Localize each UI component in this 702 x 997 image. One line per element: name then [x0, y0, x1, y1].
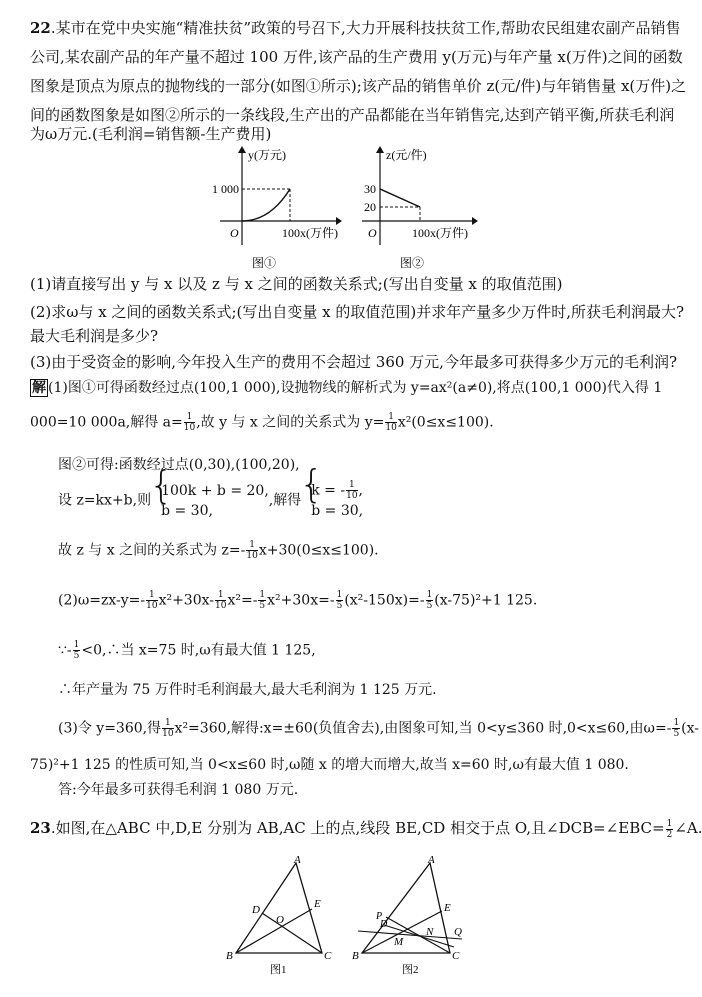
- solution-line-conclusion: ∴年产量为 75 万件时毛利润最大,最大毛利润为 1 125 万元.: [58, 682, 437, 698]
- svg-text:D: D: [380, 919, 388, 930]
- svg-text:E: E: [314, 898, 321, 910]
- svg-text:M: M: [394, 936, 404, 948]
- svg-text:C: C: [452, 950, 460, 962]
- svg-text:D: D: [252, 904, 260, 916]
- solution-answer: 答:今年最多可获得毛利润 1 080 万元.: [58, 782, 299, 798]
- fig2-caption: 图②: [400, 256, 425, 270]
- fig1-xlabel: x(万件): [300, 226, 338, 240]
- q22-part-3: (3)由于受资金的影响,今年投入生产的费用不会超过 360 万元,今年最多可获得多少万元的毛利润?: [30, 353, 677, 371]
- fig1-xtick: 100: [282, 226, 300, 240]
- q22-line-4: 间的函数图象是如图②所示的一条线段,生产出的产品都能在当年销售完,达到产销平衡,所获毛利润: [30, 106, 675, 124]
- solution-line-omega: (2)ω=zx-y=- $\frac{1}{10}$ x²+30x- $\frac{1}{10}$ x²=- $\frac{1}{5}$ x²+30x=- $\frac{1}{5}$ (x²-150x)=- $\frac{1}{5}$ (x-75)²+1 125.: [58, 590, 538, 611]
- solution-line-since: ∵- $\frac{1}{5}$ <0,∴当 x=75 时,ω有最大值 1 125,: [58, 640, 316, 661]
- q22-line-1: 22.某市在党中央实施“精准扶贫”政策的号召下,大力开展科技扶贫工作,帮助农民组建农副产品销售: [30, 19, 681, 37]
- svg-text:O: O: [276, 914, 284, 926]
- fig2-ytick-30: 30: [364, 182, 376, 196]
- fig2-ylabel: z(元/件): [386, 148, 427, 162]
- svg-text:B: B: [352, 950, 359, 962]
- q22-part-1: (1)请直接写出 y 与 x 以及 z 与 x 之间的函数关系式;(写出自变量 x 的取值范围): [30, 275, 563, 293]
- fig1-origin: O: [230, 226, 239, 240]
- figure-1-parabola: [210, 145, 340, 295]
- solution-line-1: 解 (1)图①可得函数经过点(100,1 000),设抛物线的解析式为 y=ax²(a≠0),将点(100,1 000)代入得 1: [32, 380, 663, 396]
- figure-triangle-2: [350, 855, 480, 985]
- solution-line-z: 故 z 与 x 之间的关系式为 z=- $\frac{1}{10}$ x+30(0≤x≤100).: [58, 540, 379, 561]
- fig2-xtick: 100: [412, 226, 430, 240]
- q22-part-2b: 最大毛利润是多少?: [30, 327, 159, 345]
- q23-statement: 23.如图,在△ABC 中,D,E 分别为 AB,AC 上的点,线段 BE,CD 相交于点 O,且∠DCB=∠EBC= $\frac{1}{2}$ ∠A.: [30, 818, 702, 840]
- figure-triangle-1: [224, 855, 344, 985]
- svg-text:P: P: [376, 911, 383, 922]
- q23-number: 23: [30, 819, 51, 837]
- fig1-caption: 图①: [252, 256, 277, 270]
- svg-text:A: A: [294, 854, 301, 866]
- svg-text:N: N: [426, 926, 434, 938]
- solution-line-2: 000=10 000a,解得 a= $\frac{1}{10}$ ,故 y 与 x 之间的关系式为 y= $\frac{1}{10}$ x²(0≤x≤100).: [30, 412, 494, 433]
- fig1-ylabel: y(万元): [248, 148, 286, 162]
- q22-line-2: 公司,某农副产品的年产量不超过 100 万件,该产品的生产费用 y(万元)与年产量 x(万件)之间的函数: [30, 48, 683, 66]
- fig4-caption: 图2: [402, 964, 419, 976]
- fig2-xlabel: x(万件): [430, 226, 468, 240]
- svg-text:B: B: [226, 950, 233, 962]
- fig2-origin: O: [368, 226, 377, 240]
- fig3-caption: 图1: [270, 964, 287, 976]
- q22-line-3: 图象是顶点为原点的抛物线的一部分(如图①所示);该产品的销售单价 z(元/件)与年销售量 x(万件)之: [30, 77, 687, 95]
- q22-number: 22: [30, 19, 51, 37]
- solution-line-part3b: 75)²+1 125 的性质可知,当 0<x≤60 时,ω随 x 的增大而增大,故当 x=60 时,ω有最大值 1 080.: [30, 757, 629, 773]
- fig1-ytick: 1 000: [212, 182, 239, 196]
- svg-text:A: A: [428, 854, 435, 866]
- svg-text:C: C: [324, 950, 332, 962]
- figure-2-line-segment: [352, 145, 482, 295]
- q22-part-2a: (2)求ω与 x 之间的函数关系式;(写出自变量 x 的取值范围)并求年产量多少万件时,所获毛利润最大?: [30, 303, 685, 321]
- solution-tag: 解: [32, 380, 46, 396]
- fig2-ytick-20: 20: [364, 200, 376, 214]
- q22-line-5: 为ω万元.(毛利润=销售额-生产费用): [30, 125, 272, 143]
- svg-text:Q: Q: [454, 926, 462, 938]
- solution-line-part3: (3)令 y=360,得 $\frac{1}{10}$ x²=360,解得:x=±60(负值舍去),由图象可知,当 0<y≤360 时,0<x≤60,由ω=- $\frac{1}{5}$ (x-: [58, 718, 700, 739]
- solution-line-3: 图②可得:函数经过点(0,30),(100,20),: [58, 457, 300, 473]
- solution-system: 设 z=kx+b,则 { 100k + b = 20, b = 30, ,解得 { k = - $\frac{1}{10}$ , b = 30,: [58, 480, 363, 521]
- svg-text:E: E: [444, 902, 451, 914]
